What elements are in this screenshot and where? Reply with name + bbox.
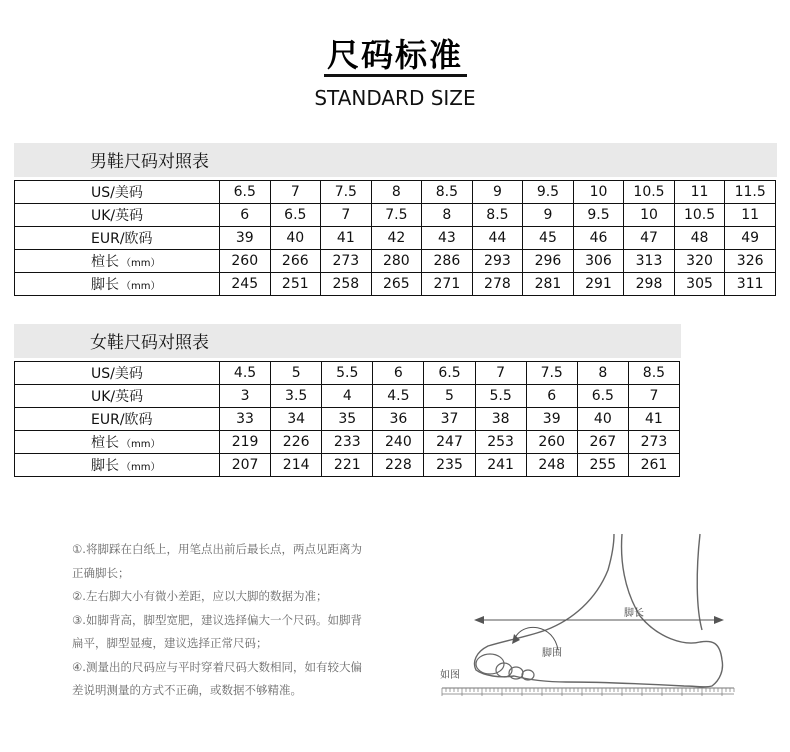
women-size-cell: 255 — [577, 454, 628, 477]
women-row — [15, 454, 680, 477]
women-size-cell: 261 — [628, 454, 679, 477]
men-row-label — [15, 250, 220, 273]
men-row-label — [15, 273, 220, 296]
men-size-cell: 320 — [674, 250, 725, 273]
men-size-cell: 9.5 — [573, 204, 624, 227]
men-size-cell: 40 — [270, 227, 321, 250]
men-size-cell: 245 — [220, 273, 271, 296]
note-line: 差说明测量的方式不正确，或数据不够精准。 — [72, 683, 302, 697]
row-label-text: UK/英码 — [91, 208, 144, 224]
row-label-text: US/美码 — [91, 185, 143, 201]
foot-girth-label: 脚围 — [542, 648, 562, 659]
foot-measure-diagram — [434, 520, 764, 720]
women-size-cell: 33 — [220, 408, 271, 431]
men-size-cell: 8 — [422, 204, 473, 227]
men-size-cell: 10.5 — [624, 181, 675, 204]
women-size-cell: 4.5 — [373, 385, 424, 408]
men-size-cell: 251 — [270, 273, 321, 296]
note-line: ④.测量出的尺码应与平时穿着尺码大数相同，如有较大偏 — [72, 659, 362, 674]
women-size-cell: 214 — [271, 454, 322, 477]
men-size-cell: 6 — [220, 204, 271, 227]
page-title: 尺码标准 — [326, 36, 463, 74]
row-label-text: EUR/欧码 — [91, 412, 153, 428]
men-size-cell: 7 — [321, 204, 372, 227]
women-size-cell: 219 — [220, 431, 271, 454]
women-size-cell: 226 — [271, 431, 322, 454]
women-size-cell: 235 — [424, 454, 475, 477]
note-line: 正确脚长； — [72, 565, 130, 580]
men-size-cell: 48 — [674, 227, 725, 250]
women-size-cell: 5 — [424, 385, 475, 408]
row-label-text: EUR/欧码 — [91, 231, 153, 247]
women-size-cell: 5 — [271, 362, 322, 385]
men-row — [15, 227, 776, 250]
women-size-cell: 3.5 — [271, 385, 322, 408]
men-size-section — [14, 143, 777, 296]
men-row-label — [15, 204, 220, 227]
row-unit-text: （mm） — [121, 462, 161, 473]
row-label-text: 楦长 — [91, 254, 119, 270]
women-size-cell: 8 — [577, 362, 628, 385]
row-label-text: 脚长 — [91, 277, 119, 293]
men-size-cell: 42 — [371, 227, 422, 250]
men-row-label — [15, 227, 220, 250]
women-row-label — [15, 362, 220, 385]
men-size-cell: 305 — [674, 273, 725, 296]
men-size-cell: 10 — [624, 204, 675, 227]
women-size-section — [14, 324, 681, 477]
women-size-cell: 5.5 — [475, 385, 526, 408]
women-row-label — [15, 454, 220, 477]
note-line: ①.将脚踩在白纸上，用笔点出前后最长点，两点见距离为 — [72, 542, 362, 556]
foot-length-label: 脚长 — [624, 608, 644, 619]
men-row — [15, 181, 776, 204]
women-size-cell: 267 — [577, 431, 628, 454]
women-size-cell: 6.5 — [424, 362, 475, 385]
men-size-cell: 49 — [725, 227, 776, 250]
men-size-cell: 8.5 — [422, 181, 473, 204]
men-size-cell: 296 — [523, 250, 574, 273]
men-size-cell: 47 — [624, 227, 675, 250]
women-size-cell: 3 — [220, 385, 271, 408]
women-size-cell: 40 — [577, 408, 628, 431]
men-size-cell: 280 — [371, 250, 422, 273]
measuring-notes — [72, 538, 422, 703]
men-size-cell: 7 — [270, 181, 321, 204]
example-label: 如图 — [440, 670, 460, 681]
row-unit-text: （mm） — [121, 281, 161, 292]
men-size-cell: 9.5 — [523, 181, 574, 204]
row-unit-text: （mm） — [121, 258, 161, 269]
women-row — [15, 431, 680, 454]
men-size-cell: 291 — [573, 273, 624, 296]
men-size-cell: 258 — [321, 273, 372, 296]
men-size-cell: 7.5 — [371, 204, 422, 227]
men-size-cell: 6.5 — [270, 204, 321, 227]
men-size-cell: 281 — [523, 273, 574, 296]
women-size-cell: 248 — [526, 454, 577, 477]
women-size-cell: 41 — [628, 408, 679, 431]
women-size-cell: 4.5 — [220, 362, 271, 385]
women-size-cell: 6 — [526, 385, 577, 408]
men-size-heading: 男鞋尺码对照表 — [14, 143, 777, 177]
men-size-cell: 271 — [422, 273, 473, 296]
women-row-label — [15, 431, 220, 454]
men-size-cell: 278 — [472, 273, 523, 296]
women-row — [15, 408, 680, 431]
women-size-cell: 247 — [424, 431, 475, 454]
women-size-cell: 37 — [424, 408, 475, 431]
women-size-cell: 221 — [322, 454, 373, 477]
women-size-cell: 273 — [628, 431, 679, 454]
women-row — [15, 385, 680, 408]
women-size-cell: 240 — [373, 431, 424, 454]
men-size-cell: 313 — [624, 250, 675, 273]
men-size-cell: 265 — [371, 273, 422, 296]
men-row-label — [15, 181, 220, 204]
women-size-cell: 6.5 — [577, 385, 628, 408]
women-row-label — [15, 385, 220, 408]
men-size-cell: 298 — [624, 273, 675, 296]
men-size-cell: 10 — [573, 181, 624, 204]
title-underline — [324, 74, 467, 77]
men-size-cell: 39 — [220, 227, 271, 250]
note-line: 扁平，脚型显瘦，建议选择正常尺码； — [72, 636, 268, 650]
men-size-cell: 6.5 — [220, 181, 271, 204]
men-row — [15, 250, 776, 273]
men-size-cell: 286 — [422, 250, 473, 273]
women-row — [15, 362, 680, 385]
row-label-text: 脚长 — [91, 458, 119, 474]
men-size-cell: 9 — [523, 204, 574, 227]
men-row — [15, 273, 776, 296]
men-size-cell: 10.5 — [674, 204, 725, 227]
women-size-cell: 4 — [322, 385, 373, 408]
men-size-cell: 266 — [270, 250, 321, 273]
women-size-heading: 女鞋尺码对照表 — [14, 324, 681, 358]
men-size-table — [14, 180, 776, 296]
note-line: ③.如脚背高，脚型宽肥，建议选择偏大一个尺码。如脚背 — [72, 612, 362, 627]
men-size-cell: 260 — [220, 250, 271, 273]
women-size-cell: 253 — [475, 431, 526, 454]
men-size-cell: 43 — [422, 227, 473, 250]
men-size-cell: 273 — [321, 250, 372, 273]
women-size-cell: 233 — [322, 431, 373, 454]
men-size-cell: 293 — [472, 250, 523, 273]
women-size-cell: 6 — [373, 362, 424, 385]
women-size-cell: 207 — [220, 454, 271, 477]
men-size-cell: 7.5 — [321, 181, 372, 204]
men-row — [15, 204, 776, 227]
men-size-cell: 11 — [674, 181, 725, 204]
row-label-text: US/美码 — [91, 366, 143, 382]
row-unit-text: （mm） — [121, 439, 161, 450]
men-size-cell: 326 — [725, 250, 776, 273]
women-size-cell: 38 — [475, 408, 526, 431]
men-size-cell: 46 — [573, 227, 624, 250]
women-size-cell: 7.5 — [526, 362, 577, 385]
women-size-cell: 39 — [526, 408, 577, 431]
row-label-text: UK/英码 — [91, 389, 144, 405]
men-size-cell: 8.5 — [472, 204, 523, 227]
women-size-cell: 34 — [271, 408, 322, 431]
women-size-table — [14, 361, 680, 477]
men-size-cell: 9 — [472, 181, 523, 204]
row-label-text: 楦长 — [91, 435, 119, 451]
men-size-cell: 8 — [371, 181, 422, 204]
women-size-cell: 8.5 — [628, 362, 679, 385]
foot-illustration — [434, 520, 764, 720]
women-size-cell: 7 — [475, 362, 526, 385]
page-subtitle: STANDARD SIZE — [314, 86, 476, 110]
men-size-cell: 45 — [523, 227, 574, 250]
men-size-cell: 11.5 — [725, 181, 776, 204]
note-line: ②.左右脚大小有微小差距，应以大脚的数据为准； — [72, 589, 328, 603]
women-size-cell: 7 — [628, 385, 679, 408]
men-size-cell: 44 — [472, 227, 523, 250]
men-size-cell: 311 — [725, 273, 776, 296]
men-size-cell: 306 — [573, 250, 624, 273]
women-size-cell: 228 — [373, 454, 424, 477]
women-row-label — [15, 408, 220, 431]
women-size-cell: 5.5 — [322, 362, 373, 385]
women-size-cell: 241 — [475, 454, 526, 477]
women-size-cell: 35 — [322, 408, 373, 431]
men-size-cell: 11 — [725, 204, 776, 227]
women-size-cell: 260 — [526, 431, 577, 454]
women-size-cell: 36 — [373, 408, 424, 431]
men-size-cell: 41 — [321, 227, 372, 250]
